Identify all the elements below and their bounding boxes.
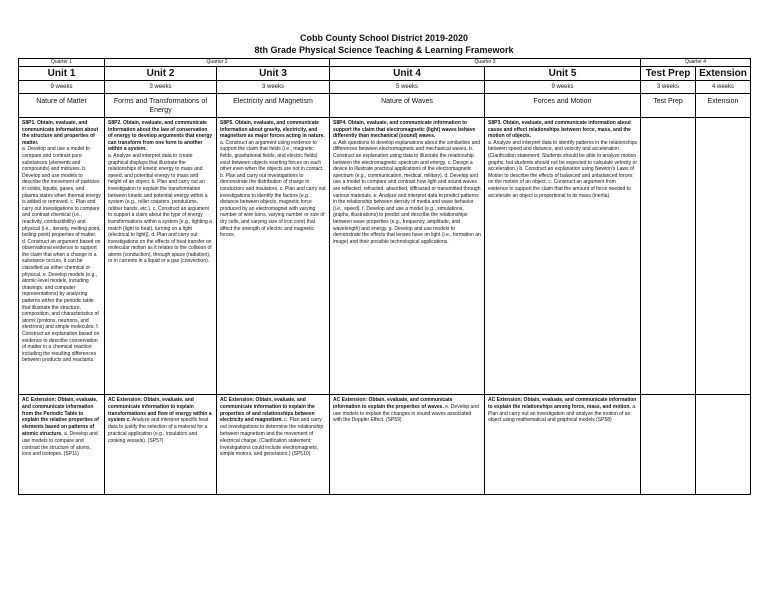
ac-extension-cell bbox=[19, 395, 105, 495]
standard-text: a. Analyze and interpret data to identify patterns in the relationships between speed and distance, and velocity and acceleration. (Clarification statement: Students should be able to analyze motion graphs, but students should not be expected to calculate velocity or acceleration.) b. Construct an explanation using Newton's Laws of Motion to describe the effects of balanced and unbalanced forces on the motion of an object. c. Construct an argument from evidence to support the claim that the amount of force needed to accelerate an object is proportional to its mass (inertia). bbox=[488, 139, 637, 199]
unit-4-weeks: 5 weeks bbox=[330, 81, 485, 94]
ac-extension-text: a. Develop and use models to compare and contrast the structure of atoms, ions and isotopes. (SP11) bbox=[22, 430, 98, 458]
unit-1-name: Unit 1 bbox=[19, 67, 105, 81]
standard-text: a. Analyze and interpret data to create graphical displays that illustrate the relationships of kinetic energy to mass and speed, and potential energy to mass and height of an object. b. Plan and carry out an investigation to explain the transformation between kinetic and potential energy within a system (e.g., roller coasters, pendulums, rubber bands, etc.). c. Construct an argument to support a claim about the type of energy transformations within a system [e.g., lighting a match (light to heat), turning on a light (electrical to light)]. d. Plan and carry out investigations on the effects of heat transfer on molecular motion as it relates to the collision of atoms (conduction), through space (radiation), or in currents in a liquid or a gas (convection). bbox=[108, 152, 212, 265]
test-prep-weeks: 3 weeks bbox=[641, 81, 696, 94]
extension-weeks: 4 weeks bbox=[696, 81, 751, 94]
extension-name: Extension bbox=[696, 67, 751, 81]
test-prep-empty-cell bbox=[641, 395, 696, 495]
ac-extension-heading: AC Extension: Obtain, evaluate, and communicate information to explain the properties of waves. bbox=[333, 397, 453, 410]
unit-2-weeks: 3 weeks bbox=[105, 81, 217, 94]
standard-cell bbox=[105, 118, 217, 395]
ac-extension-heading: AC Extension: Obtain, evaluate, and communicate information to explain the properties of and relationships between electricity and magnetism. bbox=[220, 397, 315, 424]
unit-3-weeks: 3 weeks bbox=[217, 81, 330, 94]
framework-table bbox=[18, 58, 751, 495]
test-prep-name: Test Prep bbox=[641, 67, 696, 81]
topic-row bbox=[19, 94, 751, 118]
page-subtitle: 8th Grade Physical Science Teaching & Learning Framework bbox=[254, 45, 514, 55]
unit-3-topic: Electricity and Magnetism bbox=[217, 94, 330, 118]
unit-1-weeks: 9 weeks bbox=[19, 81, 105, 94]
standard-cell bbox=[485, 118, 641, 395]
ac-extension-text: a. Plan and carry out an investigation and analyze the motion of an object using mathematical and graphical models (SP58) bbox=[488, 403, 637, 424]
ac-extension-text: c. Plan and carry out investigations to determine the relationship between magnetism and the movement of electrical charge. (Clarification statement: Investigations could include electromagnets, simple motors, and generators.) (SP510) bbox=[220, 417, 324, 458]
unit-5-topic: Forces and Motion bbox=[485, 94, 641, 118]
standard-cell bbox=[330, 118, 485, 395]
unit-5-name: Unit 5 bbox=[485, 67, 641, 81]
ac-extension-heading: AC Extension: Obtain, evaluate, and communicate information to explain transformations and flow of energy within a system c. bbox=[108, 397, 212, 424]
standard-heading: S8P5. Obtain, evaluate, and communicate information about gravity, electricity, and magnetism as major forces acting in nature. bbox=[220, 120, 325, 140]
test-prep-topic: Test Prep bbox=[641, 94, 696, 118]
ac-extension-cell bbox=[485, 395, 641, 495]
unit-3-name: Unit 3 bbox=[217, 67, 330, 81]
ac-extension-cell bbox=[330, 395, 485, 495]
unit-1-topic: Nature of Matter bbox=[19, 94, 105, 118]
standard-heading: S8P4. Obtain, evaluate, and communicate information to support the claim that electromagnetic (light) waves behave differently than mechanical (sound) waves. bbox=[333, 120, 476, 140]
quarter-row bbox=[19, 59, 751, 67]
standard-heading: S8P3. Obtain, evaluate, and communicate information about cause and effect relationships between force, mass, and the motion of objects. bbox=[488, 120, 631, 140]
extension-cell bbox=[696, 118, 751, 395]
unit-row bbox=[19, 67, 751, 81]
extension-topic: Extension bbox=[696, 94, 751, 118]
quarter-4-cell: Quarter 4 bbox=[641, 59, 751, 67]
page-title: Cobb County School District 2019-2020 bbox=[299, 33, 469, 43]
standard-heading: S8P1. Obtain, evaluate, and communicate information about the structure and properties of matter. bbox=[22, 120, 99, 146]
ac-extension-cell bbox=[217, 395, 330, 495]
unit-2-topic: Forms and Transformations of Energy bbox=[105, 94, 217, 118]
standard-cell bbox=[217, 118, 330, 395]
standard-heading: S8P2. Obtain, evaluate, and communicate information about the law of conservation of energy to develop arguments that energy can transform from one form to another within a system. bbox=[108, 120, 213, 153]
unit-5-weeks: 9 weeks bbox=[485, 81, 641, 94]
test-prep-cell bbox=[641, 118, 696, 395]
ac-extension-heading: AC Extension: Obtain, evaluate, and communicate information to explain the relationships among force, mass, and motion. bbox=[488, 397, 637, 410]
unit-4-topic: Nature of Waves bbox=[330, 94, 485, 118]
standard-text: a. Develop and use a model to compare and contrast pure substances (elements and compounds) and mixtures. b. Develop and use models to describe the movement of particles in solids, liquids, gases, and plasma states when thermal energy is added or removed. c. Plan and carry out investigations to compare and contrast chemical (i.e., reactivity, combustibility) and physical (i.e., density, melting point, boiling point) properties of matter. d. Construct an argument based on observational evidence to support the claim that when a change in a substance occurs, it can be classified as either chemical or physical. e. Develop models (e.g., atomic-level models, including drawings, and computer representations) by analyzing patterns within the periodic table that illustrate the structure, composition, and characteristics of atoms (protons, neutrons, and electrons) and simple molecules. f. Construct an explanation based on evidence to describe conservation of matter in a chemical reaction including the resulting differences between products and reactants. bbox=[22, 146, 101, 364]
ac-extension-text: Analyze and interpret specific heat data to justify the selection of a material for a practical application (e.g., insulators and cooking vessels). (SP57) bbox=[108, 417, 209, 444]
standard-cell bbox=[19, 118, 105, 395]
ac-extension-heading: AC Extension: Obtain, evaluate, and communicate information from the Periodic Table to explain the relative properties of elements based on patterns of atomic structure. bbox=[22, 397, 99, 437]
unit-2-name: Unit 2 bbox=[105, 67, 217, 81]
quarter-1-cell: Quarter 1 bbox=[19, 59, 105, 67]
ac-extension-text: e. Develop and use models to explain the changes in sound waves associated with the Doppler Effect. (SP59) bbox=[333, 403, 479, 424]
weeks-row bbox=[19, 81, 751, 94]
unit-4-name: Unit 4 bbox=[330, 67, 485, 81]
standards-row bbox=[19, 118, 751, 395]
standard-text: a. Ask questions to develop explanations about the similarities and differences between electromagnetic and mechanical waves. b. Construct an explanation using data to illustrate the relationship between the electromagnetic spectrum and energy. c. Design a device to illustrate practical applications of the electromagnetic spectrum (e.g., communication, medical, military). d. Develop and use a model to compare and contrast how light and sound waves are reflected, refracted, absorbed, diffracted or transmitted through various materials. e. Analyze and interpret data to predict patterns in the relationship between density of media and wave behavior (i.e., speed). f. Develop and use a model (e.g., simulations, graphs, illustrations) to predict and describe the relationships between wave properties (e.g., frequency, amplitude, and wavelength) and energy. g. Develop and use models to demonstrate the effects that lenses have on light (i.e., formation an image) and their possible technological applications. bbox=[333, 139, 481, 245]
ac-extension-cell bbox=[105, 395, 217, 495]
quarter-2-cell: Quarter 2 bbox=[105, 59, 330, 67]
standard-text: a. Construct an argument using evidence to support the claim that fields (i.e., magnetic fields, gravitational fields, and electric fields) exist between objects exerting forces on each other even when the objects are not in contact. b. Plan and carry out investigations to demonstrate the distribution of charge in conductors and insulators. c. Plan and carry out investigations to identify the factors (e.g., distance between objects, magnetic force produced by an electromagnet with varying number of wire turns, varying number or size of dry cells, and varying size of iron core) that affect the strength of electric and magnetic forces. bbox=[220, 139, 326, 239]
quarter-3-cell: Quarter 3 bbox=[330, 59, 641, 67]
extension-empty-cell bbox=[696, 395, 751, 495]
extension-row bbox=[19, 395, 751, 495]
